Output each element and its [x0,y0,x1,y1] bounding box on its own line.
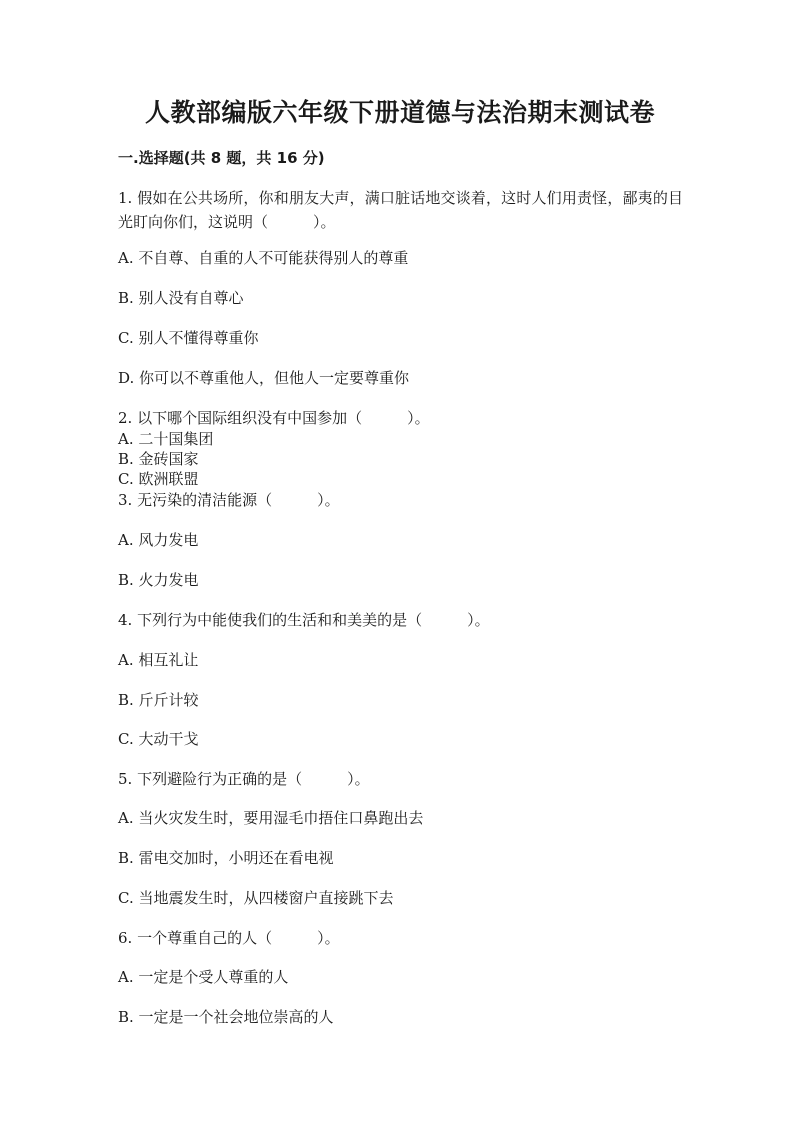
question-6-option-b: B. 一定是一个社会地位崇高的人 [118,1008,334,1026]
question-5-stem: 5. 下列避险行为正确的是（ ）。 [118,770,370,788]
question-4-stem: 4. 下列行为中能使我们的生活和和美美的是（ ）。 [118,611,490,629]
question-1-option-b: B. 别人没有自尊心 [118,289,244,307]
question-2-option-a: A. 二十国集团 [118,430,214,448]
question-5-option-b: B. 雷电交加时，小明还在看电视 [118,849,334,867]
question-2-option-b: B. 金砖国家 [118,450,199,468]
question-2-stem: 2. 以下哪个国际组织没有中国参加（ ）。 [118,409,430,427]
question-6-option-a: A. 一定是个受人尊重的人 [118,968,289,986]
page-title: 人教部编版六年级下册道德与法治期末测试卷 [144,98,655,127]
question-2-option-c: C. 欧洲联盟 [118,470,199,488]
question-6-stem: 6. 一个尊重自己的人（ ）。 [118,929,340,947]
question-4-option-c: C. 大动干戈 [118,730,199,748]
question-3-stem: 3. 无污染的清洁能源（ ）。 [118,491,340,509]
question-1-option-d: D. 你可以不尊重他人，但他人一定要尊重你 [118,369,410,387]
question-4-option-b: B. 斤斤计较 [118,691,199,709]
question-1-option-a: A. 不自尊、自重的人不可能获得别人的尊重 [118,249,409,267]
question-5-option-a: A. 当火灾发生时，要用湿毛巾捂住口鼻跑出去 [118,809,424,827]
question-1-stem: 1. 假如在公共场所，你和朋友大声，满口脏话地交谈着，这时人们用责怪，鄙夷的目光盯向你们，这说明（ ）。 [118,189,683,231]
question-1-option-c: C. 别人不懂得尊重你 [118,329,259,347]
question-3-option-a: A. 风力发电 [118,531,199,549]
question-5-option-c: C. 当地震发生时，从四楼窗户直接跳下去 [118,889,394,907]
section-heading: 一.选择题(共 8 题，共 16 分) [118,149,325,167]
question-3-option-b: B. 火力发电 [118,571,199,589]
question-4-option-a: A. 相互礼让 [118,651,199,669]
